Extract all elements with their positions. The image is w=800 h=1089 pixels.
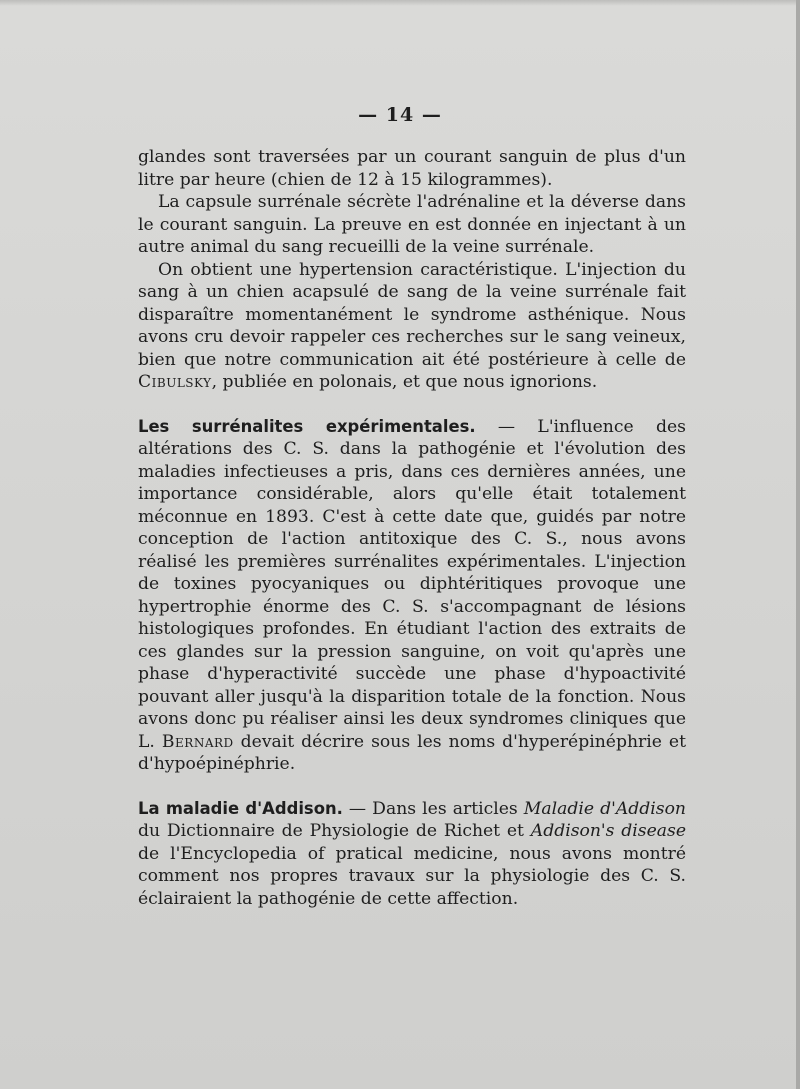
article-title: Addison's disease [530, 821, 687, 841]
scan-edge-top [0, 0, 800, 6]
paragraph-text: On obtient une hypertension caractéristique. L'injection du sang à un chien acapsulé de sang de la veine surrénale fait disparaître momentanément le syndrome asthénique. Nous avons cru devoir rappeler ces recherches sur le sang veineux, bien que notre communication ait été postérieure à celle de [138, 259, 686, 370]
section-heading: Les surrénalites expérimentales. [138, 416, 476, 436]
page-number: — 14 — [358, 104, 442, 126]
paragraph-continuation: glandes sont traversées par un courant sanguin de plus d'un litre par heure (chien de 12 à 15 kilogrammes). [138, 147, 686, 190]
section-addison [138, 798, 686, 911]
author-name: Cibulsky [138, 372, 212, 392]
scan-edge-right [796, 0, 800, 1089]
section-heading: La maladie d'Addison. [138, 798, 343, 818]
article-title: Maladie d'Addison [523, 798, 686, 819]
paragraph-adrenaline: La capsule surrénale sécrète l'adrénaline et la déverse dans le courant sanguin. La preuve en est donnée en injectant à un autre animal du sang recueilli de la veine surrénale. [138, 192, 686, 257]
paragraph-text: du Dictionnaire de Physiologie de Richet et [138, 821, 531, 841]
paragraph-hypertension [138, 259, 686, 394]
paragraph-text: de l'Encyclopedia of pratical medicine, nous avons montré comment nos propres travaux sur la physiologie des C. S. éclairaient la pathogénie de cette affection. [138, 843, 686, 909]
paragraph-text: devait décrire sous les noms d'hyperépinéphrie et d'hypoépinéphrie. [138, 731, 687, 774]
paragraph-text: — Dans les articles [342, 798, 524, 819]
body-text [138, 146, 686, 910]
author-name: Bernard [161, 731, 234, 752]
paragraph-text: , publiée en polonais, et que nous ignorions. [211, 372, 598, 392]
section-surrenalites [138, 416, 686, 776]
paragraph-text: — L'influence des altérations des C. S. dans la pathogénie et l'évolution des maladies infectieuses a pris, dans ces dernières années, une importance considérable, alors qu'elle était totalement méconnue en 1893. C'est à cette date que, guidés par notre conception de l'action antitoxique des C. S., nous avons réalisé les premières surrénalites expérimentales. L'injection de toxines pyocyaniques ou diphtéritiques provoque une hypertrophie énorme des C. S. s'accompagnant de lésions histologiques profondes. En étudiant l'action des extraits de ces glandes sur la pression sanguine, on voit qu'après une phase d'hyperactivité succède une phase d'hypoactivité pouvant aller jusqu'à la disparition totale de la fonction. Nous avons donc pu réaliser ainsi les deux syndromes cliniques que L. [138, 416, 686, 752]
